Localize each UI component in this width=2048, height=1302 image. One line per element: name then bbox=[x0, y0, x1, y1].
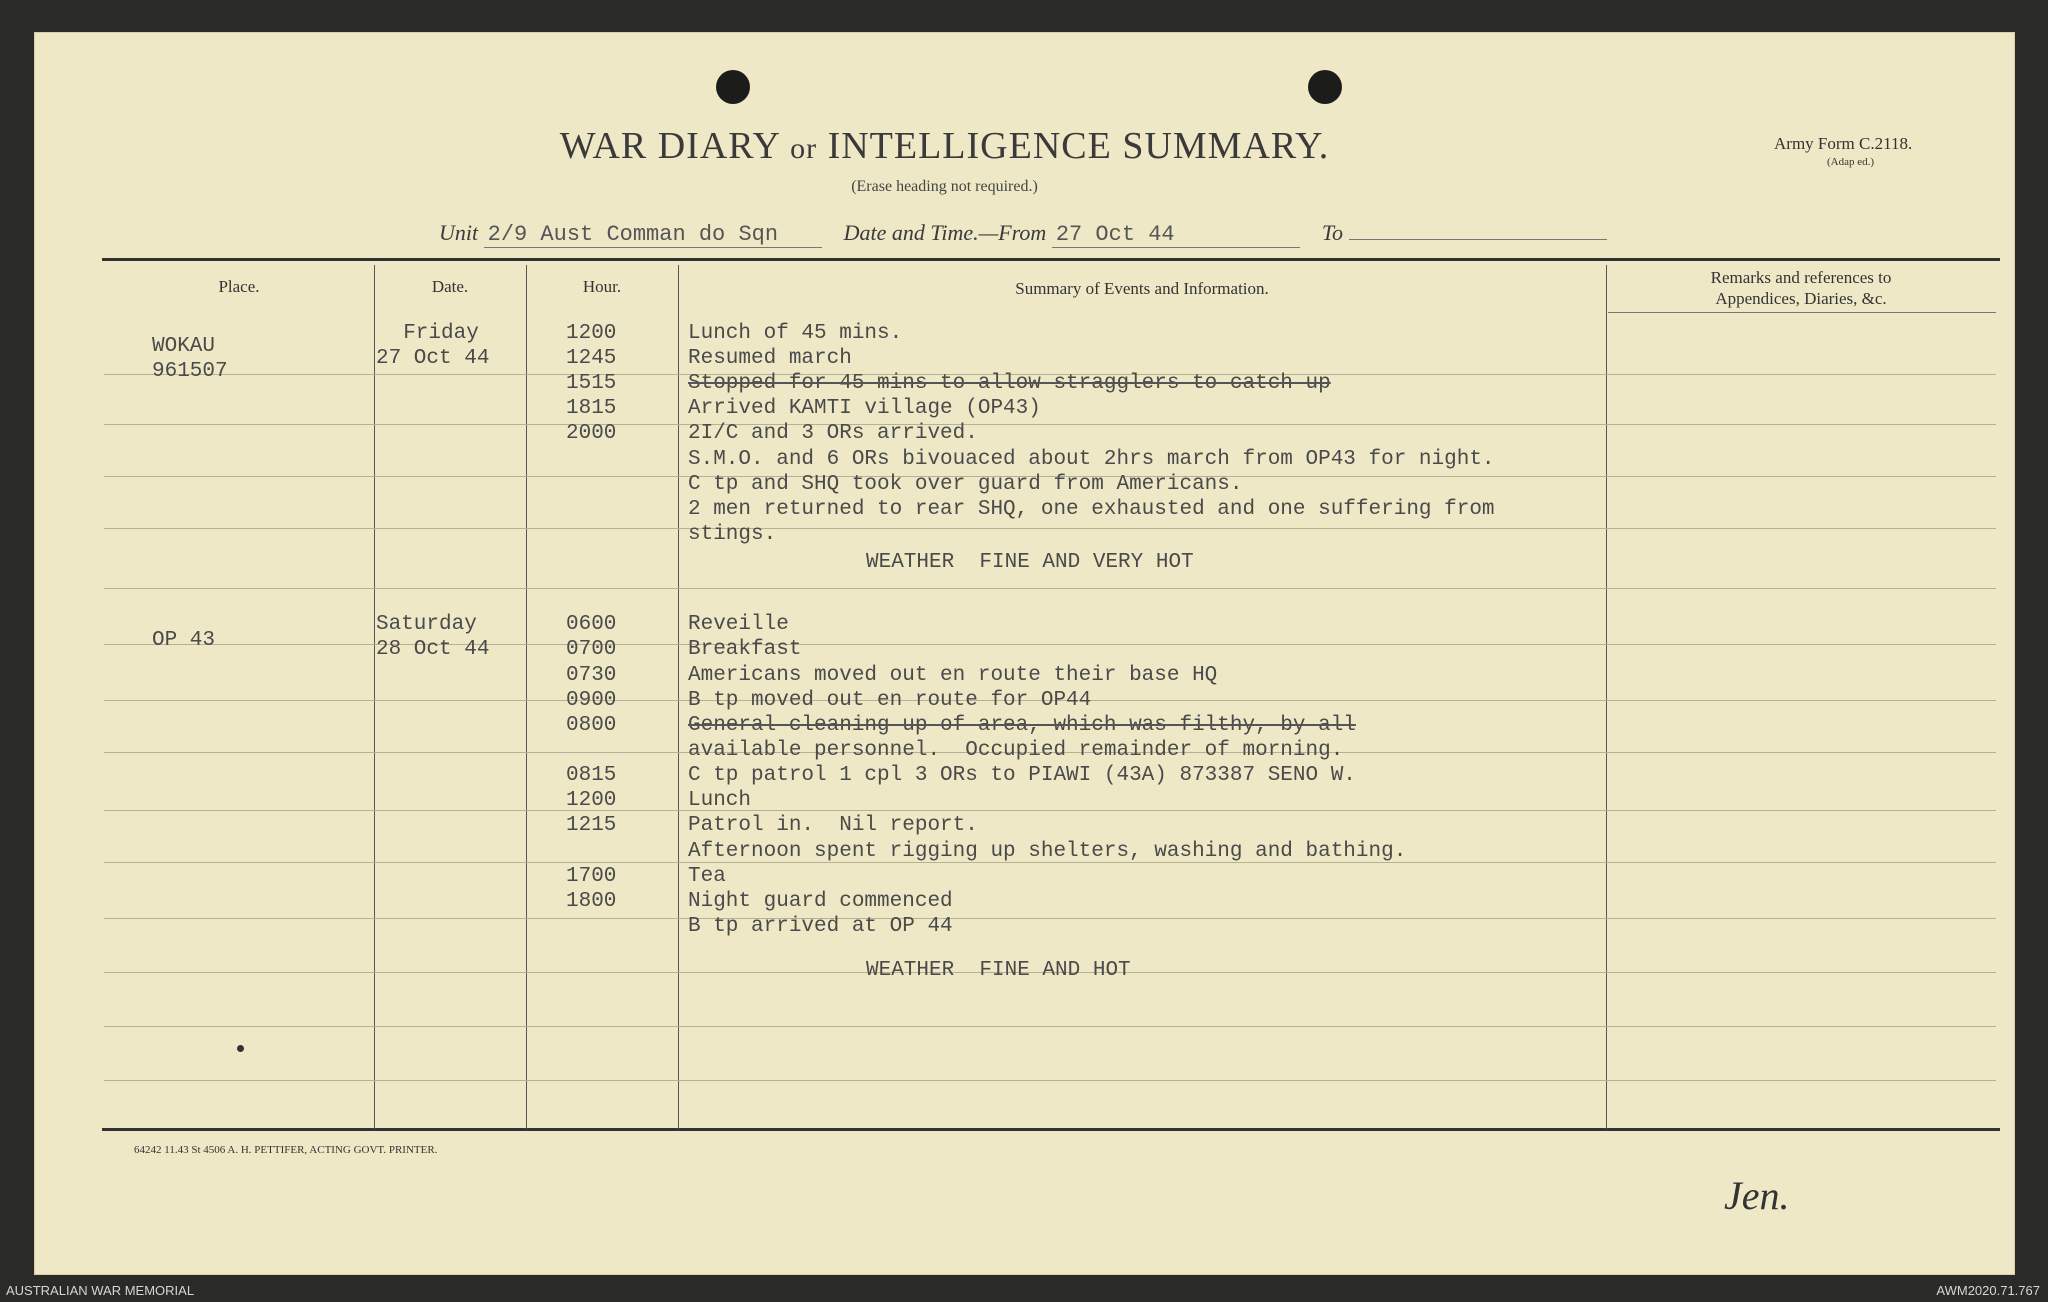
unit-label: Unit bbox=[439, 220, 479, 245]
event-text: Stopped for 45 mins to allow stragglers to catch up bbox=[688, 372, 1331, 395]
hour-cell: 1200 bbox=[566, 789, 617, 812]
column-divider bbox=[526, 265, 527, 1129]
column-divider bbox=[374, 265, 375, 1129]
event-text: Arrived KAMTI village (OP43) bbox=[688, 397, 1041, 420]
header-remarks bbox=[1606, 267, 1996, 309]
event-text: C tp patrol 1 cpl 3 ORs to PIAWI (43A) 873387 SENO W. bbox=[688, 764, 1356, 787]
hour-cell: 0900 bbox=[566, 689, 617, 712]
weather-day1: WEATHER FINE AND VERY HOT bbox=[866, 551, 1194, 574]
hour-cell: 1815 bbox=[566, 397, 617, 420]
ruled-line bbox=[104, 644, 1624, 645]
event-text: General cleaning up of area, which was filthy, by all bbox=[688, 714, 1356, 737]
ruled-line bbox=[104, 1026, 1624, 1027]
remarks-ruled-line bbox=[1614, 528, 1996, 529]
place-day1-line1: WOKAU bbox=[152, 335, 216, 358]
date-day2-line1: Saturday bbox=[376, 613, 477, 636]
date-day1-line2: 27 Oct 44 bbox=[376, 347, 490, 370]
hour-cell: 1515 bbox=[566, 372, 617, 395]
event-text: Resumed march bbox=[688, 347, 852, 370]
event-text: S.M.O. and 6 ORs bivouaced about 2hrs march from OP43 for night. bbox=[688, 448, 1495, 471]
place-day2-line1: OP 43 bbox=[152, 629, 216, 652]
event-text: Reveille bbox=[688, 613, 789, 636]
table-top-rule bbox=[102, 258, 2000, 261]
army-form-sub: (Adap ed.) bbox=[1827, 156, 1875, 168]
hour-cell: 0815 bbox=[566, 764, 617, 787]
title-war-diary: WAR DIARY bbox=[559, 125, 780, 167]
date-label: Date and Time.—From bbox=[843, 220, 1047, 245]
date-from-value: 27 Oct 44 bbox=[1052, 222, 1300, 248]
event-text: B tp arrived at OP 44 bbox=[688, 915, 953, 938]
ruled-line bbox=[104, 972, 1624, 973]
punch-hole-right bbox=[1308, 70, 1342, 104]
event-text: 2I/C and 3 ORs arrived. bbox=[688, 422, 978, 445]
hour-cell: 0800 bbox=[566, 714, 617, 737]
column-divider bbox=[678, 265, 679, 1129]
remarks-ruled-line bbox=[1614, 1080, 1996, 1081]
unit-line bbox=[439, 220, 1607, 248]
army-form-number: Army Form C.2118. bbox=[1774, 134, 1913, 153]
event-text: Tea bbox=[688, 865, 726, 888]
event-text: B tp moved out en route for OP44 bbox=[688, 689, 1092, 712]
archive-reference: AWM2020.71.767 bbox=[1936, 1283, 2040, 1298]
header-place: Place. bbox=[218, 277, 260, 296]
remarks-ruled-line bbox=[1614, 700, 1996, 701]
signature: Jen. bbox=[1724, 1173, 1790, 1218]
diary-page bbox=[34, 32, 2015, 1275]
title-intelligence-summary: INTELLIGENCE SUMMARY. bbox=[827, 125, 1330, 167]
remarks-header-rule bbox=[1608, 312, 1996, 313]
remarks-ruled-line bbox=[1614, 374, 1996, 375]
header-date: Date. bbox=[431, 277, 469, 296]
column-divider bbox=[1606, 265, 1607, 1129]
hour-cell: 0600 bbox=[566, 613, 617, 636]
event-text: stings. bbox=[688, 523, 777, 546]
page-subtitle: (Erase heading not required.) bbox=[851, 178, 1038, 195]
remarks-ruled-line bbox=[1614, 972, 1996, 973]
date-day2-line2: 28 Oct 44 bbox=[376, 638, 490, 661]
header-remarks-line2: Appendices, Diaries, &c. bbox=[1715, 289, 1887, 308]
remarks-ruled-line bbox=[1614, 810, 1996, 811]
remarks-ruled-line bbox=[1614, 752, 1996, 753]
event-text: Patrol in. Nil report. bbox=[688, 814, 978, 837]
event-text: C tp and SHQ took over guard from Americans. bbox=[688, 473, 1243, 496]
date-day1-line1: Friday bbox=[403, 322, 479, 345]
remarks-ruled-line bbox=[1614, 424, 1996, 425]
event-text: Lunch of 45 mins. bbox=[688, 322, 903, 345]
header-summary: Summary of Events and Information. bbox=[1015, 279, 1269, 298]
event-text: Night guard commenced bbox=[688, 890, 953, 913]
hour-cell: 1245 bbox=[566, 347, 617, 370]
header-remarks-line1: Remarks and references to bbox=[1710, 268, 1892, 287]
table-bottom-rule bbox=[102, 1128, 2000, 1131]
hour-cell: 0730 bbox=[566, 664, 617, 687]
page-title bbox=[0, 124, 1935, 168]
hour-cell: 0700 bbox=[566, 638, 617, 661]
weather-day2: WEATHER FINE AND HOT bbox=[866, 959, 1131, 982]
place-day1-line2: 961507 bbox=[152, 360, 228, 383]
event-text: Lunch bbox=[688, 789, 752, 812]
hour-cell: 1800 bbox=[566, 890, 617, 913]
to-value bbox=[1349, 239, 1607, 240]
hour-cell: 2000 bbox=[566, 422, 617, 445]
to-label: To bbox=[1321, 220, 1344, 245]
punch-hole-left bbox=[716, 70, 750, 104]
remarks-ruled-line bbox=[1614, 862, 1996, 863]
remarks-ruled-line bbox=[1614, 1026, 1996, 1027]
event-text: available personnel. Occupied remainder of morning. bbox=[688, 739, 1344, 762]
title-or: or bbox=[790, 132, 818, 165]
event-text: Americans moved out en route their base HQ bbox=[688, 664, 1218, 687]
hour-cell: 1200 bbox=[566, 322, 617, 345]
hour-cell: 1215 bbox=[566, 814, 617, 837]
remarks-ruled-line bbox=[1614, 588, 1996, 589]
ruled-line bbox=[104, 528, 1624, 529]
printer-imprint: 64242 11.43 St 4506 A. H. PETTIFER, ACTING GOVT. PRINTER. bbox=[134, 1144, 438, 1156]
event-text: Afternoon spent rigging up shelters, washing and bathing. bbox=[688, 840, 1407, 863]
ink-dot bbox=[237, 1045, 244, 1052]
event-text: Breakfast bbox=[688, 638, 802, 661]
ruled-line bbox=[104, 588, 1624, 589]
ruled-line bbox=[104, 810, 1624, 811]
remarks-ruled-line bbox=[1614, 644, 1996, 645]
remarks-ruled-line bbox=[1614, 476, 1996, 477]
ruled-line bbox=[104, 1080, 1624, 1081]
hour-cell: 1700 bbox=[566, 865, 617, 888]
header-hour: Hour. bbox=[582, 277, 622, 296]
event-text: 2 men returned to rear SHQ, one exhausted and one suffering from bbox=[688, 498, 1495, 521]
unit-value: 2/9 Aust Comman do Sqn bbox=[484, 222, 822, 248]
remarks-ruled-line bbox=[1614, 918, 1996, 919]
archive-label: AUSTRALIAN WAR MEMORIAL bbox=[6, 1283, 195, 1298]
